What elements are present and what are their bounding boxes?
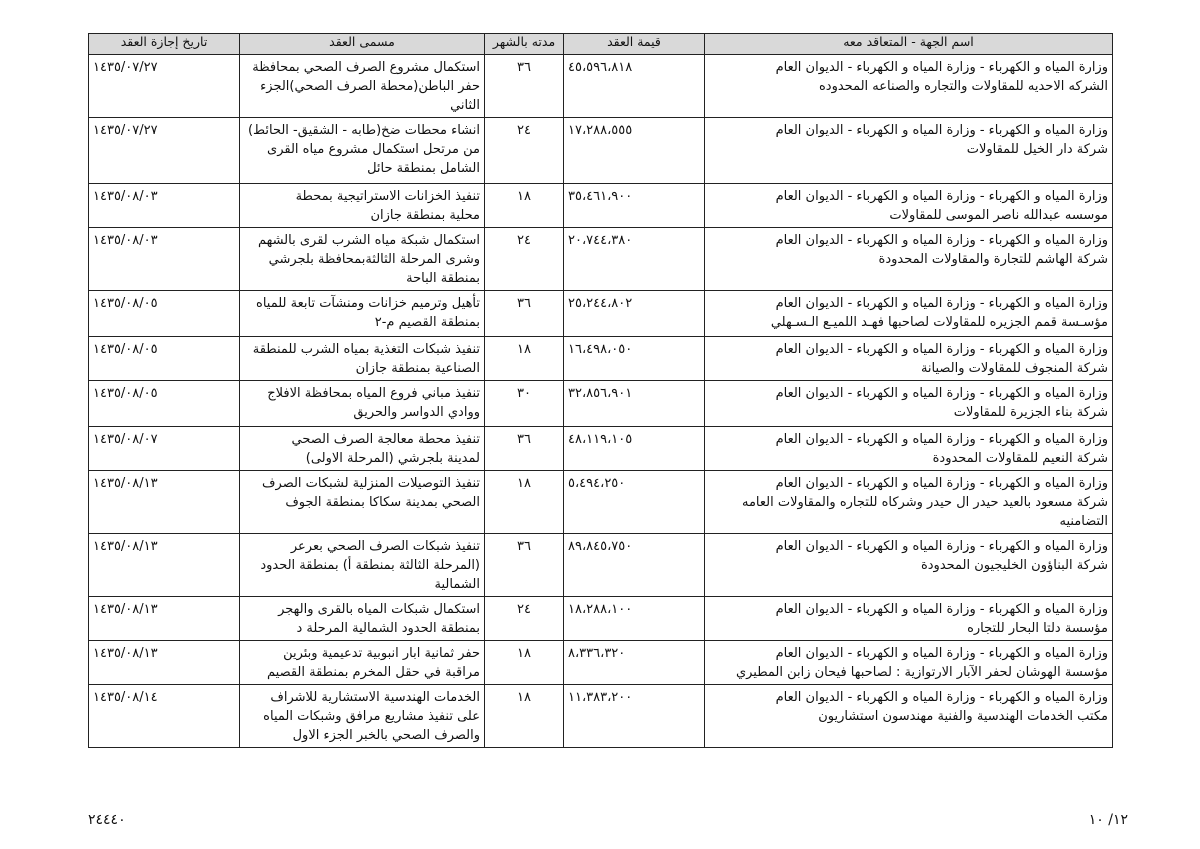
table-header-row: [89, 34, 1113, 55]
cell-approval-date: ١٤٣٥/٠٨/١٣: [89, 597, 240, 641]
page-number: ١٢/ ١٠: [1088, 812, 1128, 828]
cell-entity-line: شركة مسعود بالعيد حيدر ال حيدر وشركاه للتجاره والمقاولات العامه: [742, 495, 1108, 510]
cell-duration: ٢٤: [485, 228, 564, 291]
cell-contract-name-line: بمنطقة الحدود الشمالية المرحلة د: [296, 621, 480, 636]
cell-contract-value: ١٦،٤٩٨،٠٥٠: [564, 337, 705, 381]
cell-entity-line: مؤسسة دلتا البحار للتجاره: [967, 621, 1108, 636]
cell-contract-name: [240, 291, 485, 337]
cell-contract-value: ٨،٣٣٦،٣٢٠: [564, 641, 705, 685]
cell-entity-line: شركة دار الخيل للمقاولات: [966, 142, 1108, 157]
cell-contract-name-line: بمنطقة القصيم م-٢: [374, 315, 480, 330]
cell-contract-name: [240, 184, 485, 228]
cell-duration: ١٨: [485, 337, 564, 381]
cell-duration: ١٨: [485, 685, 564, 748]
contracts-table: [88, 33, 1113, 748]
table-row: [89, 337, 1113, 381]
cell-entity-line: شركة المنجوف للمقاولات والصيانة: [920, 361, 1108, 376]
cell-entity-line: وزارة المياه و الكهرباء - وزارة المياه و الكهرباء - الديوان العام: [775, 296, 1108, 311]
cell-contract-value: ٣٥،٤٦١،٩٠٠: [564, 184, 705, 228]
cell-entity: [705, 228, 1113, 291]
cell-entity-line: مكتب الخدمات الهندسية والفنية مهندسون استشاريون: [818, 709, 1108, 724]
cell-entity-line: موسسه عبدالله ناصر الموسى للمقاولات: [889, 208, 1108, 223]
cell-entity-line: وزارة المياه و الكهرباء - وزارة المياه و الكهرباء - الديوان العام: [775, 602, 1108, 617]
cell-contract-value: ١٧،٢٨٨،٥٥٥: [564, 118, 705, 184]
cell-entity: [705, 471, 1113, 534]
cell-entity: [705, 184, 1113, 228]
cell-entity: [705, 597, 1113, 641]
cell-contract-name-line: مراقبة في حقل المخرم بمنطقة القصيم: [267, 665, 480, 680]
cell-contract-name-line: حفر ثمانية ابار انبوبية تدعيمية وبئرين: [283, 646, 480, 661]
cell-entity-line: وزارة المياه و الكهرباء - وزارة المياه و الكهرباء - الديوان العام: [775, 342, 1108, 357]
cell-contract-name-line: تأهيل وترميم خزانات ومنشآت تابعة للمياه: [256, 296, 480, 311]
cell-entity-line: شركة الهاشم للتجارة والمقاولات المحدودة: [878, 252, 1108, 267]
cell-entity-line: وزارة المياه و الكهرباء - وزارة المياه و الكهرباء - الديوان العام: [775, 476, 1108, 491]
cell-duration: ٢٤: [485, 118, 564, 184]
cell-contract-name-line: ووادي الدواسر والحريق: [353, 405, 480, 420]
cell-entity-line: التضامنيه: [1059, 514, 1108, 529]
cell-entity-line: وزارة المياه و الكهرباء - وزارة المياه و الكهرباء - الديوان العام: [775, 233, 1108, 248]
cell-contract-value: ١١،٣٨٣،٢٠٠: [564, 685, 705, 748]
cell-duration: ١٨: [485, 471, 564, 534]
table-row: [89, 471, 1113, 534]
cell-entity-line: وزارة المياه و الكهرباء - وزارة المياه و الكهرباء - الديوان العام: [775, 60, 1108, 75]
cell-duration: ٣٦: [485, 427, 564, 471]
cell-contract-name: [240, 641, 485, 685]
cell-duration: ٢٤: [485, 597, 564, 641]
cell-approval-date: ١٤٣٥/٠٨/٠٥: [89, 337, 240, 381]
cell-contract-value: ٢٠،٧٤٤،٣٨٠: [564, 228, 705, 291]
cell-approval-date: ١٤٣٥/٠٨/٠٣: [89, 184, 240, 228]
cell-contract-value: ٤٥،٥٩٦،٨١٨: [564, 55, 705, 118]
table-row: [89, 381, 1113, 427]
cell-entity: [705, 337, 1113, 381]
table-row: [89, 685, 1113, 748]
cell-entity-line: مؤسـسة قمم الجزيره للمقاولات لصاحبها فهـد اللميـع الـسـهلي: [770, 315, 1108, 330]
cell-contract-name: [240, 228, 485, 291]
cell-approval-date: ١٤٣٥/٠٧/٢٧: [89, 55, 240, 118]
cell-contract-name: [240, 427, 485, 471]
table-row: [89, 184, 1113, 228]
table-row: [89, 427, 1113, 471]
cell-contract-name: [240, 55, 485, 118]
cell-entity: [705, 55, 1113, 118]
table-row: [89, 55, 1113, 118]
cell-contract-name: [240, 337, 485, 381]
cell-contract-name-line: تنفيذ محطة معالجة الصرف الصحي: [291, 432, 480, 447]
cell-entity-line: وزارة المياه و الكهرباء - وزارة المياه و الكهرباء - الديوان العام: [775, 189, 1108, 204]
cell-entity-line: وزارة المياه و الكهرباء - وزارة المياه و الكهرباء - الديوان العام: [775, 123, 1108, 138]
cell-contract-name: [240, 381, 485, 427]
cell-contract-name-line: على تنفيذ مشاريع مرافق وشبكات المياه: [263, 709, 480, 724]
cell-approval-date: ١٤٣٥/٠٨/٠٣: [89, 228, 240, 291]
cell-contract-name: [240, 118, 485, 184]
cell-entity: [705, 641, 1113, 685]
cell-contract-name-line: والصرف الصحي بالخبر الجزء الاول: [292, 728, 480, 743]
cell-contract-name-line: من مرتحل استكمال مشروع مياه القرى: [267, 142, 480, 157]
cell-contract-name: [240, 534, 485, 597]
cell-contract-value: ٨٩،٨٤٥،٧٥٠: [564, 534, 705, 597]
table-row: [89, 641, 1113, 685]
header-duration: مدته بالشهر: [485, 34, 564, 55]
cell-contract-name-line: الصناعية بمنطقة جازان: [355, 361, 480, 376]
cell-duration: ٣٦: [485, 291, 564, 337]
cell-contract-name-line: لمدينة بلجرشي (المرحلة الاولى): [305, 451, 480, 466]
cell-entity-line: الشركه الاحديه للمقاولات والتجاره والصناعه المحدوده: [818, 79, 1108, 94]
cell-approval-date: ١٤٣٥/٠٨/٠٥: [89, 291, 240, 337]
cell-contract-value: ٣٢،٨٥٦،٩٠١: [564, 381, 705, 427]
cell-entity-line: وزارة المياه و الكهرباء - وزارة المياه و الكهرباء - الديوان العام: [775, 386, 1108, 401]
cell-entity-line: شركة النعيم للمقاولات المحدودة: [932, 451, 1108, 466]
cell-contract-name-line: تنفيذ شبكات التغذية بمياه الشرب للمنطقة: [252, 342, 480, 357]
table-row: [89, 118, 1113, 184]
header-approval-date: تاريخ إجازة العقد: [89, 34, 240, 55]
cell-contract-name-line: تنفيذ مباني فروع المياه بمحافظة الافلاج: [267, 386, 480, 401]
cell-contract-value: ٤٨،١١٩،١٠٥: [564, 427, 705, 471]
cell-entity: [705, 291, 1113, 337]
cell-contract-name-line: الشمالية: [434, 577, 480, 592]
cell-entity: [705, 381, 1113, 427]
cell-contract-name-line: حفر الباطن(محطة الصرف الصحي)الجزء: [260, 79, 480, 94]
cell-contract-value: ٢٥،٢٤٤،٨٠٢: [564, 291, 705, 337]
cell-contract-name-line: بمنطقة الباحة: [406, 271, 480, 286]
header-contract-name: مسمى العقد: [240, 34, 485, 55]
cell-approval-date: ١٤٣٥/٠٨/١٣: [89, 641, 240, 685]
cell-contract-name-line: استكمال شبكة مياه الشرب لقرى بالشهم: [257, 233, 480, 248]
header-entity: اسم الجهة - المتعاقد معه: [705, 34, 1113, 55]
table-body: [89, 55, 1113, 748]
cell-approval-date: ١٤٣٥/٠٨/١٣: [89, 471, 240, 534]
cell-contract-name-line: تنفيذ الخزانات الاستراتيجية بمحطة: [295, 189, 480, 204]
cell-contract-name-line: الخدمات الهندسية الاستشارية للاشراف: [270, 690, 480, 705]
table-row: [89, 534, 1113, 597]
cell-contract-name-line: الصحي بمدينة سكاكا بمنطقة الجوف: [285, 495, 480, 510]
cell-entity-line: وزارة المياه و الكهرباء - وزارة المياه و الكهرباء - الديوان العام: [775, 432, 1108, 447]
cell-contract-name-line: الثاني: [450, 98, 480, 113]
cell-approval-date: ١٤٣٥/٠٨/١٣: [89, 534, 240, 597]
cell-contract-name: [240, 597, 485, 641]
cell-entity-line: وزارة المياه و الكهرباء - وزارة المياه و الكهرباء - الديوان العام: [775, 539, 1108, 554]
cell-entity: [705, 118, 1113, 184]
cell-entity-line: شركة بناء الجزيرة للمقاولات: [953, 405, 1108, 420]
cell-contract-name-line: استكمال مشروع الصرف الصحي بمحافظة: [252, 60, 480, 75]
cell-contract-value: ٥،٤٩٤،٢٥٠: [564, 471, 705, 534]
cell-duration: ١٨: [485, 641, 564, 685]
cell-duration: ٣٠: [485, 381, 564, 427]
header-value: قيمة العقد: [564, 34, 705, 55]
cell-contract-value: ١٨،٢٨٨،١٠٠: [564, 597, 705, 641]
table-row: [89, 291, 1113, 337]
document-number: ٢٤٤٤٠: [88, 812, 126, 828]
cell-duration: ١٨: [485, 184, 564, 228]
cell-contract-name-line: استكمال شبكات المياه بالقرى والهجر: [278, 602, 480, 617]
cell-contract-name: [240, 685, 485, 748]
cell-approval-date: ١٤٣٥/٠٨/٠٧: [89, 427, 240, 471]
cell-contract-name-line: تنفيذ التوصيلات المنزلية لشبكات الصرف: [262, 476, 480, 491]
cell-duration: ٣٦: [485, 55, 564, 118]
cell-contract-name-line: انشاء محطات ضخ(طابه - الشقيق- الحائط): [247, 123, 480, 138]
cell-duration: ٣٦: [485, 534, 564, 597]
cell-contract-name-line: الشامل بمنطقة حائل: [367, 161, 480, 176]
cell-contract-name-line: تنفيذ شبكات الصرف الصحي بعرعر: [290, 539, 480, 554]
cell-entity-line: شركة البناؤون الخليجيون المحدودة: [920, 558, 1108, 573]
cell-entity-line: وزارة المياه و الكهرباء - وزارة المياه و الكهرباء - الديوان العام: [775, 690, 1108, 705]
cell-entity-line: وزارة المياه و الكهرباء - وزارة المياه و الكهرباء - الديوان العام: [775, 646, 1108, 661]
cell-contract-name: [240, 471, 485, 534]
cell-contract-name-line: (المرحلة الثالثة بمنطقة أ) بمنطقة الحدود: [260, 558, 480, 573]
cell-approval-date: ١٤٣٥/٠٨/٠٥: [89, 381, 240, 427]
cell-contract-name-line: محلية بمنطقة جازان: [370, 208, 480, 223]
cell-entity: [705, 534, 1113, 597]
cell-approval-date: ١٤٣٥/٠٧/٢٧: [89, 118, 240, 184]
cell-entity: [705, 427, 1113, 471]
table-row: [89, 228, 1113, 291]
cell-contract-name-line: وشرى المرحلة الثالثةبمحافظة بلجرشي: [268, 252, 480, 267]
table-row: [89, 597, 1113, 641]
cell-entity: [705, 685, 1113, 748]
cell-approval-date: ١٤٣٥/٠٨/١٤: [89, 685, 240, 748]
cell-entity-line: مؤسسة الهوشان لحفر الآبار الارتوازية : لصاحبها فيحان زابن المطيري: [735, 665, 1108, 680]
